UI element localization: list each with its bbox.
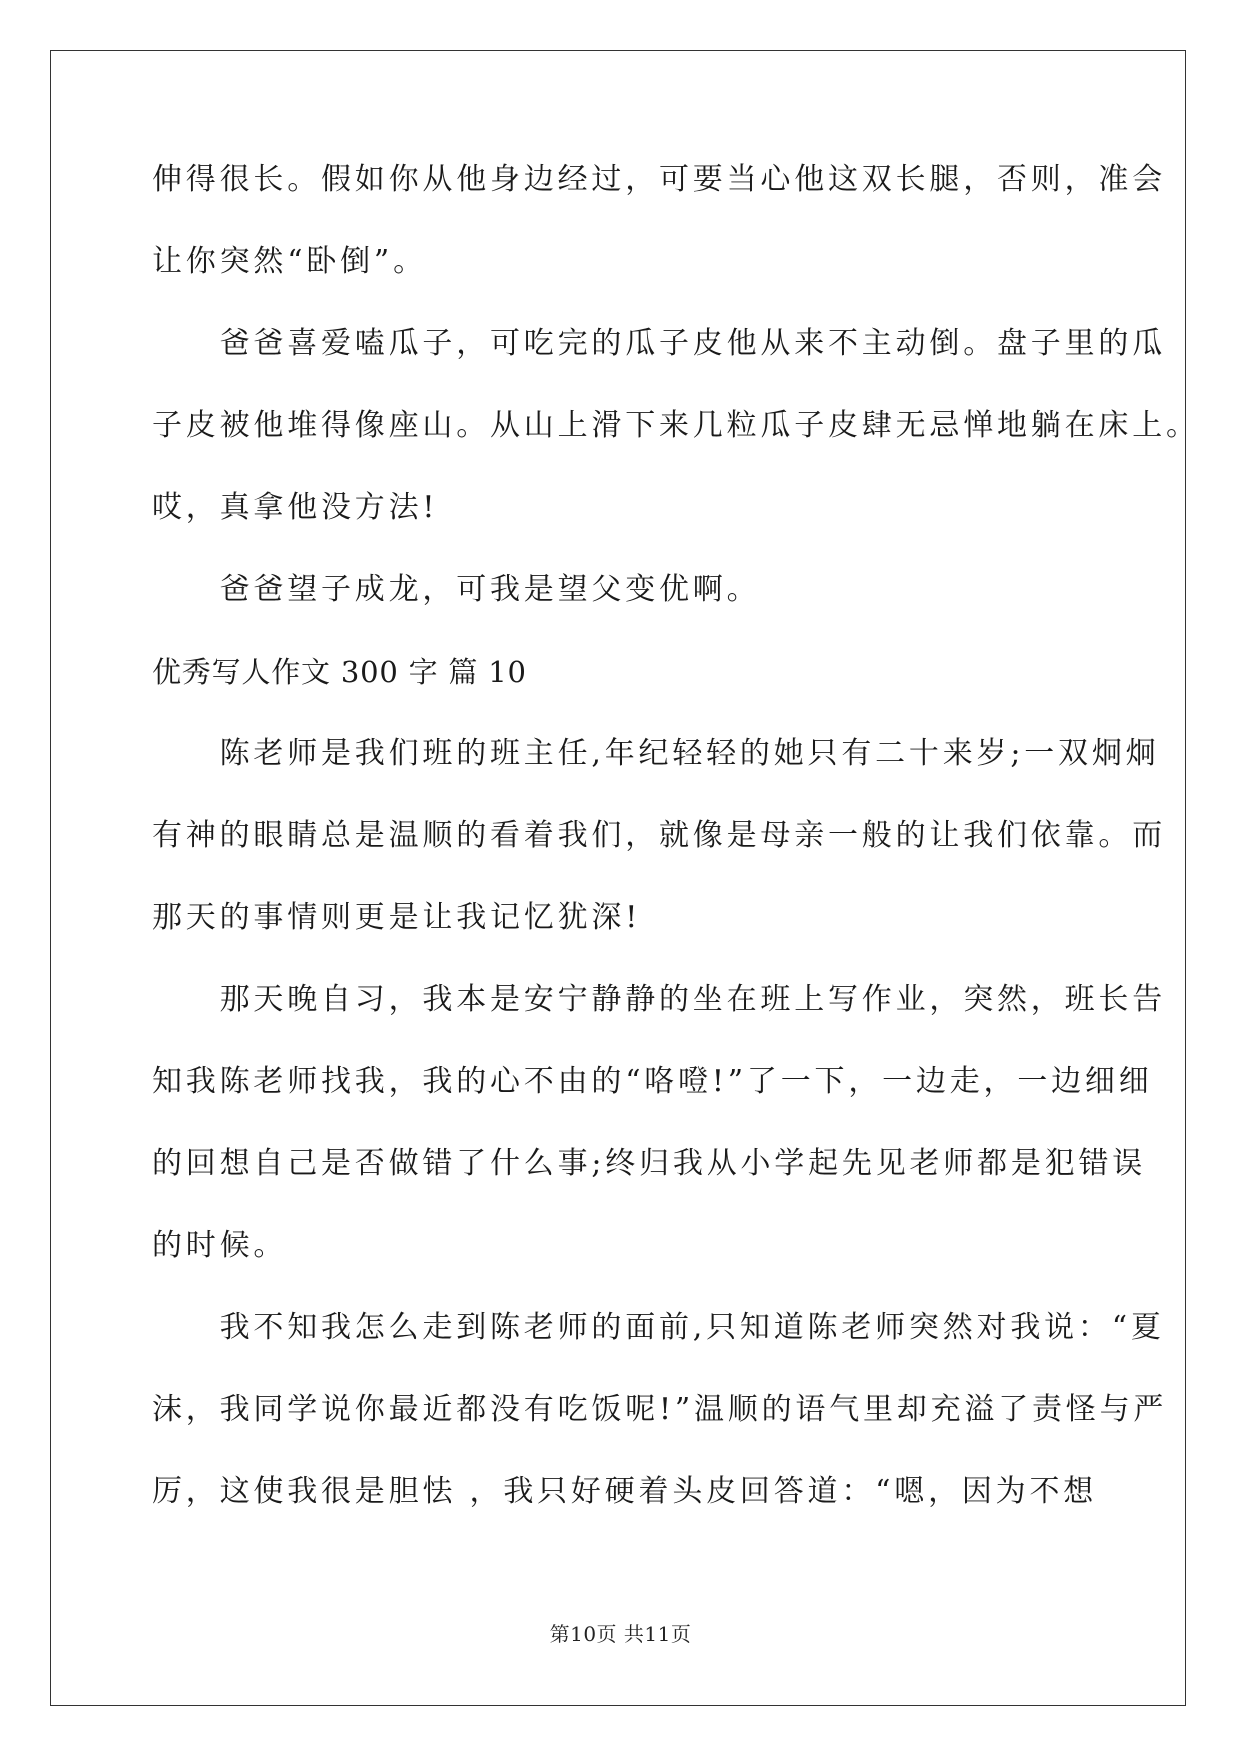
text-line: 有神的眼睛总是温顺的看着我们，就像是母亲一般的让我们依靠。而 xyxy=(152,818,1166,853)
text-line: 的时候。 xyxy=(152,1228,288,1263)
text-line: 知我陈老师找我，我的心不由的“咯噔!”了一下，一边走，一边细细 xyxy=(152,1064,1153,1099)
text-line: 我不知我怎么走到陈老师的面前,只知道陈老师突然对我说：“夏 xyxy=(152,1310,1165,1345)
text-line: 那天的事情则更是让我记忆犹深! xyxy=(152,900,642,935)
section-heading: 优秀写人作文 300 字 篇 10 xyxy=(152,655,527,689)
text-line: 让你突然“卧倒”。 xyxy=(152,244,427,279)
text-line: 沫，我同学说你最近都没有吃饭呢!”温顺的语气里却充溢了责怪与严 xyxy=(152,1392,1168,1427)
text-line: 的回想自己是否做错了什么事;终归我从小学起先见老师都是犯错误 xyxy=(152,1146,1147,1181)
text-line: 子皮被他堆得像座山。从山上滑下来几粒瓜子皮肆无忌惮地躺在床上。 xyxy=(152,408,1200,443)
page-number: 第10页 共11页 xyxy=(549,1622,692,1646)
document-body xyxy=(152,158,1200,1552)
text-line: 陈老师是我们班的班主任,年纪轻轻的她只有二十来岁;一双炯炯 xyxy=(152,736,1160,771)
text-line: 那天晚自习，我本是安宁静静的坐在班上写作业，突然，班长告 xyxy=(152,982,1166,1017)
text-line: 爸爸喜爱嗑瓜子，可吃完的瓜子皮他从来不主动倒。盘子里的瓜 xyxy=(152,326,1166,361)
text-line: 厉，这使我很是胆怯 ，我只好硬着头皮回答道：“嗯，因为不想 xyxy=(152,1474,1098,1509)
text-line: 哎，真拿他没方法! xyxy=(152,490,439,525)
text-line: 爸爸望子成龙，可我是望父变优啊。 xyxy=(152,572,761,607)
text-line: 伸得很长。假如你从他身边经过，可要当心他这双长腿，否则，准会 xyxy=(152,162,1166,197)
